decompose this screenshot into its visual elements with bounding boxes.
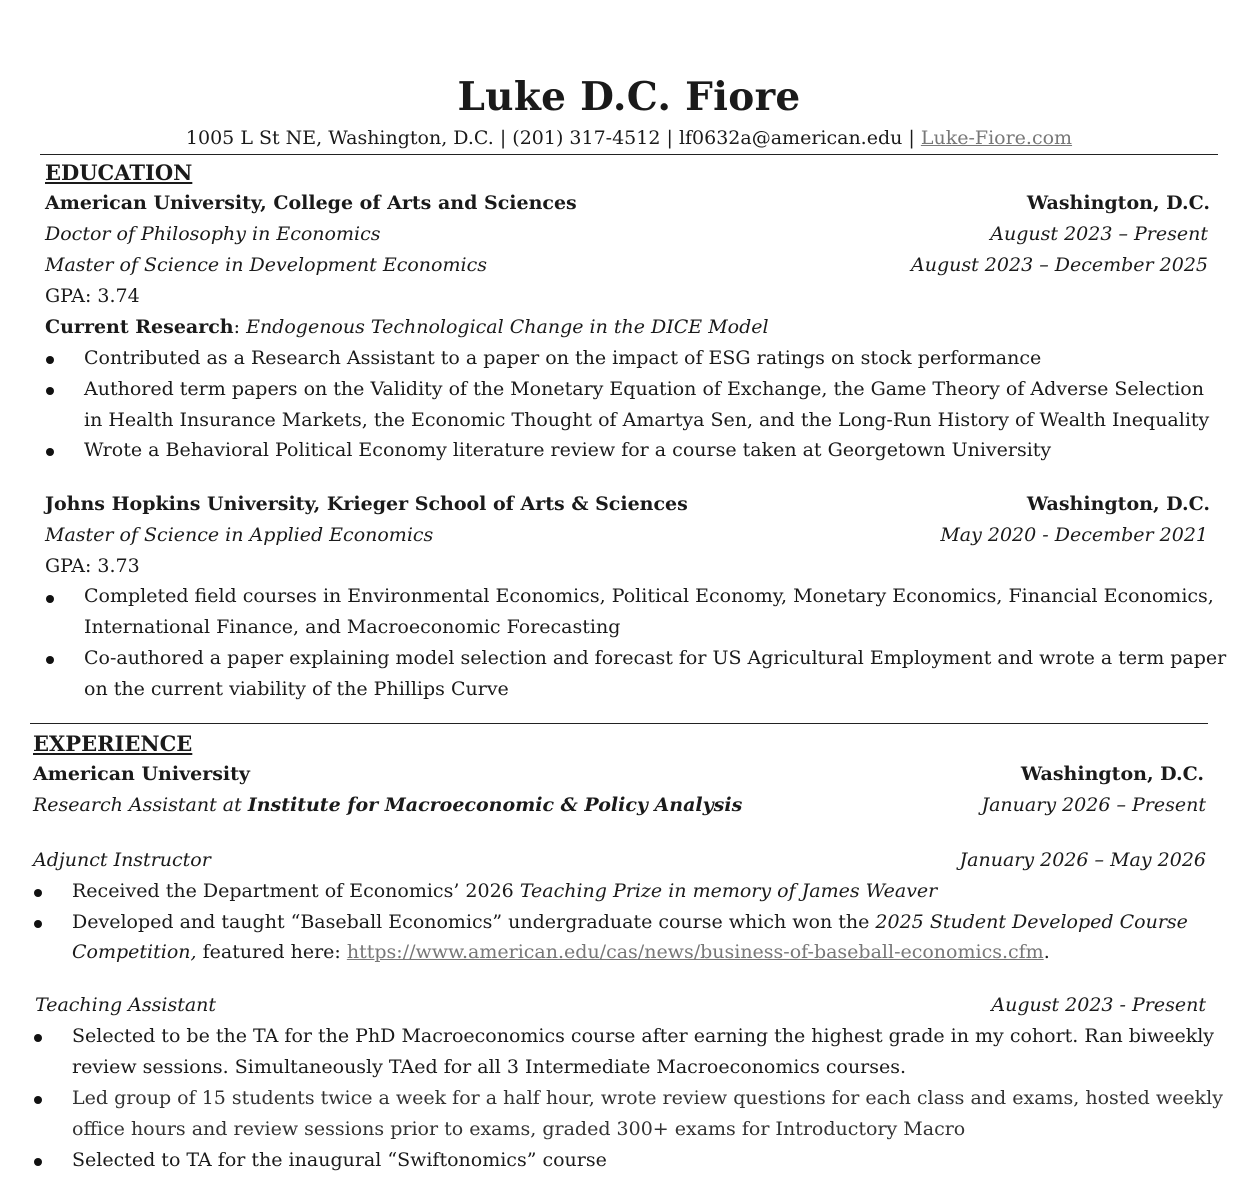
- course-award: 2025 Student Developed Course: [875, 911, 1188, 933]
- au-school: American University, College of Arts and Sciences: [45, 192, 577, 214]
- bullet-icon: [34, 1034, 42, 1042]
- au-dates-ms: August 2023 – December 2025: [911, 254, 1208, 276]
- ta-bullet-2: Led group of 15 students twice a week for a half hour, wrote review questions for each class and exams, hosted weekly: [72, 1087, 1223, 1109]
- au-degree-phd: Doctor of Philosophy in Economics: [45, 223, 381, 245]
- research-title: Endogenous Technological Change in the DICE Model: [246, 316, 769, 338]
- jhu-school: Johns Hopkins University, Krieger School of Arts & Sciences: [45, 493, 688, 515]
- ta-bullet-3: Selected to TA for the inaugural “Swiftonomics” course: [72, 1149, 607, 1171]
- ra-institute: Institute for Macroeconomic & Policy Analysis: [247, 794, 743, 816]
- au-bullet-2-cont: in Health Insurance Markets, the Economic Thought of Amartya Sen, and the Long-Run History of Wealth Inequality: [84, 409, 1210, 431]
- bullet-icon: [46, 387, 54, 395]
- period: .: [1043, 941, 1050, 963]
- section-rule: [30, 723, 1208, 724]
- ta-bullet-1-cont: review sessions. Simultaneously TAed for all 3 Intermediate Macroeconomics courses.: [72, 1056, 907, 1078]
- research-sep: :: [233, 316, 247, 338]
- contact-address: 1005 L St NE, Washington, D.C.: [185, 127, 494, 149]
- jhu-bullet-1: Completed field courses in Environmental Economics, Political Economy, Monetary Economics, Financial Economics,: [84, 585, 1214, 607]
- adjunct-bullet-2: [72, 911, 1188, 933]
- jhu-dates: May 2020 - December 2021: [940, 524, 1208, 546]
- bullet-icon: [34, 920, 42, 928]
- contact-phone: (201) 317-4512: [512, 127, 661, 149]
- bullet-icon: [46, 656, 54, 664]
- separator: |: [660, 127, 679, 149]
- adjunct-bullet-1: [72, 880, 937, 902]
- au-degree-ms: Master of Science in Development Economics: [45, 254, 487, 276]
- au-dates-phd: August 2023 – Present: [990, 223, 1208, 245]
- ta-dates: August 2023 - Present: [991, 994, 1206, 1016]
- adjunct-b1-text: Received the Department of Economics’ 2026: [72, 880, 520, 902]
- ra-role: [33, 794, 742, 816]
- course-award-cont: Competition,: [72, 941, 197, 963]
- experience-heading: EXPERIENCE: [33, 731, 193, 756]
- exp-org: American University: [33, 763, 250, 785]
- bullet-icon: [46, 595, 54, 603]
- adjunct-b2-text: Developed and taught “Baseball Economics” undergraduate course which won the: [72, 911, 876, 933]
- resume-name: Luke D.C. Fiore: [457, 74, 801, 120]
- featured-text: featured here:: [196, 941, 347, 963]
- au-bullet-1: Contributed as a Research Assistant to a paper on the impact of ESG ratings on stock performance: [84, 347, 1042, 369]
- ta-bullet-1: Selected to be the TA for the PhD Macroeconomics course after earning the highest grade in my cohort. Ran biweekly: [72, 1025, 1215, 1047]
- contact-email[interactable]: lf0632a@american.edu: [678, 127, 903, 149]
- bullet-icon: [46, 448, 54, 456]
- education-heading: EDUCATION: [45, 160, 193, 185]
- ta-bullet-2-cont: office hours and review sessions prior to exams, graded 300+ exams for Introductory Macro: [72, 1118, 966, 1140]
- jhu-gpa: GPA: 3.73: [45, 555, 140, 577]
- teaching-prize: Teaching Prize in memory of James Weaver: [519, 880, 938, 902]
- jhu-bullet-2: Co-authored a paper explaining model selection and forecast for US Agricultural Employment and wrote a term paper: [84, 647, 1227, 669]
- contact-line: [0, 127, 1244, 149]
- au-bullet-3: Wrote a Behavioral Political Economy literature review for a course taken at Georgetown University: [84, 439, 1052, 461]
- au-gpa: GPA: 3.74: [45, 285, 140, 307]
- research-label: Current Research: [45, 316, 234, 338]
- ra-prefix: Research Assistant at: [33, 794, 248, 816]
- ra-dates: January 2026 – Present: [981, 794, 1206, 816]
- jhu-bullet-1-cont: International Finance, and Macroeconomic Forecasting: [84, 616, 621, 638]
- jhu-location: Washington, D.C.: [1026, 493, 1210, 515]
- jhu-degree: Master of Science in Applied Economics: [45, 524, 434, 546]
- bullet-icon: [34, 1096, 42, 1104]
- adjunct-dates: January 2026 – May 2026: [959, 849, 1206, 871]
- ta-title: Teaching Assistant: [35, 994, 217, 1016]
- bullet-icon: [34, 1158, 42, 1166]
- au-bullet-2: Authored term papers on the Validity of the Monetary Equation of Exchange, the Game Theory of Adverse Selection: [84, 378, 1204, 400]
- article-link[interactable]: https://www.american.edu/cas/news/business-of-baseball-economics.cfm: [346, 941, 1044, 963]
- adjunct-title: Adjunct Instructor: [33, 849, 211, 871]
- jhu-bullet-2-cont: on the current viability of the Phillips Curve: [84, 678, 509, 700]
- header-rule: [40, 154, 1218, 155]
- bullet-icon: [34, 889, 42, 897]
- exp-location: Washington, D.C.: [1020, 763, 1204, 785]
- au-current-research: [45, 316, 769, 338]
- bullet-icon: [46, 356, 54, 364]
- au-location: Washington, D.C.: [1026, 192, 1210, 214]
- separator: |: [493, 127, 513, 149]
- separator: |: [902, 127, 921, 149]
- website-link[interactable]: Luke-Fiore.com: [920, 127, 1073, 149]
- adjunct-bullet-2-cont: [72, 941, 1050, 963]
